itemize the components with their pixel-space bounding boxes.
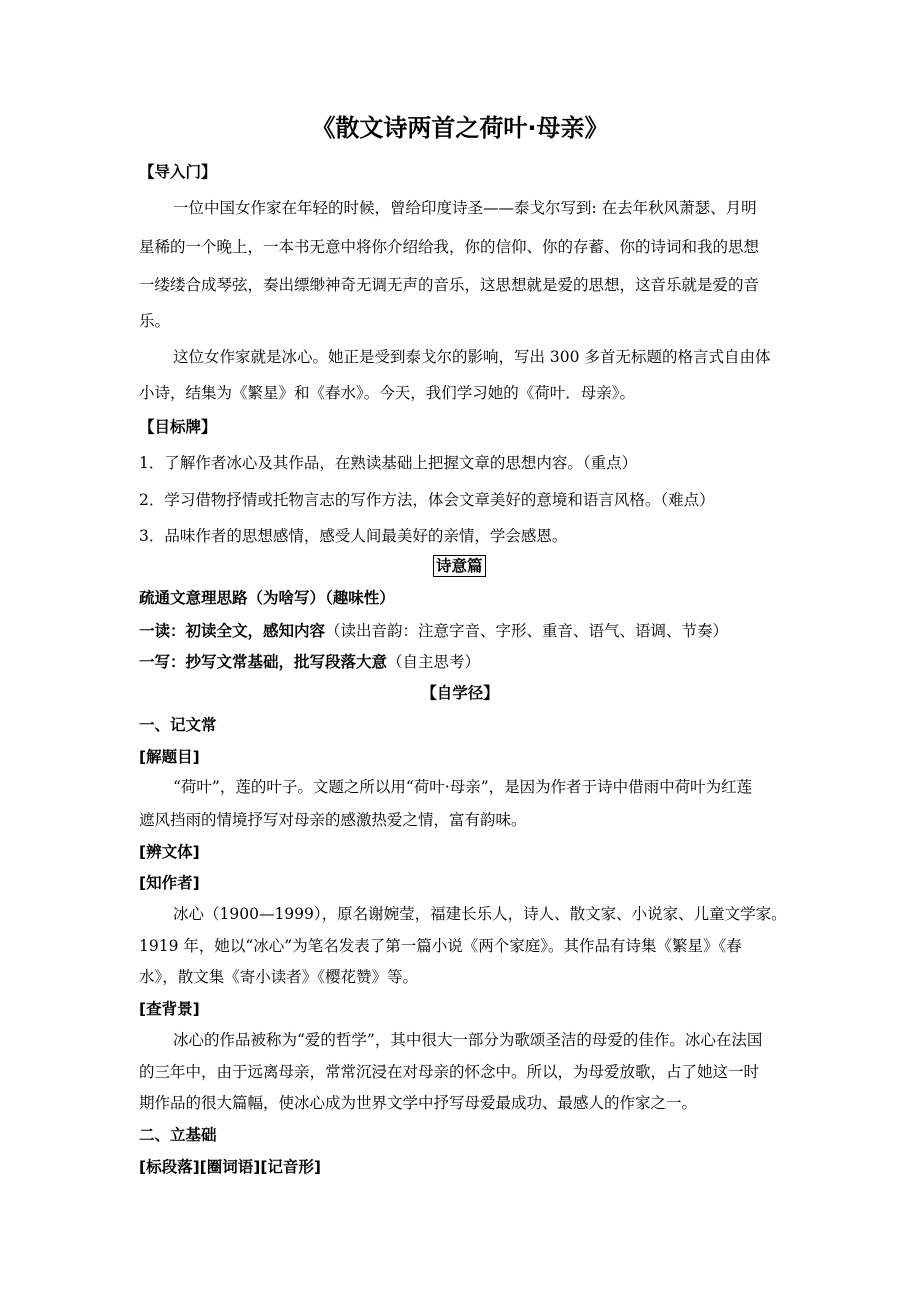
bianwenti-label: [辨文体] xyxy=(139,843,200,861)
first-write-bold: 一写：抄写文常基础，批写段落大意 xyxy=(139,653,388,671)
section2-heading: 二、立基础 xyxy=(139,1126,217,1144)
goals-heading: 【目标牌】 xyxy=(139,418,217,436)
jieti-label: [解题目] xyxy=(139,748,200,766)
author-line-2: 1919 年，她以“冰心”为笔名发表了第一篇小说《两个家庭》。其作品有诗集《繁星》《春 xyxy=(139,937,742,955)
jieti-line-1: “荷叶”，莲的叶子。文题之所以用“荷叶·母亲”，是因为作者于诗中借雨中荷叶为红莲 xyxy=(173,778,753,796)
bg-line-1: 冰心的作品被称为“爱的哲学”，其中很大一部分为歌颂圣洁的母爱的佳作。冰心在法国 xyxy=(173,1031,763,1049)
bg-line-2: 的三年中，由于远离母亲，常常沉浸在对母亲的怀念中。所以，为母爱放歌，占了她这一时 xyxy=(139,1063,760,1081)
intro-p1-line-4: 乐。 xyxy=(139,312,171,330)
intro-heading: 【导入门】 xyxy=(139,163,217,181)
chabeijing-label: [查背景] xyxy=(139,1000,200,1018)
goal-item-2: 2．学习借物抒情或托物言志的写作方法，体会文章美好的意境和语言风格。（难点） xyxy=(139,491,715,509)
thinking-line: 疏通文意理思路（为啥写）（趣味性） xyxy=(139,589,395,607)
intro-p1-line-1: 一位中国女作家在年轻的时候，曾给印度诗圣——泰戈尔写到: 在去年秋风萧瑟、月明 xyxy=(173,199,757,217)
first-write-normal: （自主思考） xyxy=(387,653,481,671)
jieti-line-2: 遮风挡雨的情境抒写对母亲的感激热爱之情，富有韵味。 xyxy=(139,811,527,829)
first-write-line xyxy=(139,652,480,672)
section1-heading: 一、记文常 xyxy=(139,716,217,734)
intro-p2-line-1: 这位女作家就是冰心。她正是受到泰戈尔的影响，写出 300 多首无标题的格言式自由体 xyxy=(173,348,771,366)
self-study-heading: 【自学径】 xyxy=(421,684,499,702)
zhizuozhe-label: [知作者] xyxy=(139,874,200,892)
intro-p2-line-2: 小诗，结集为《繁星》和《春水》。今天，我们学习她的《荷叶．母亲》。 xyxy=(139,384,636,402)
author-line-3: 水》，散文集《寄小读者》《樱花赞》等。 xyxy=(139,968,419,986)
poem-section-label: 诗意篇 xyxy=(433,555,486,577)
section2-tags: [标段落][圈词语][记音形] xyxy=(139,1158,322,1176)
goal-item-3: 3．品味作者的思想感情，感受人间最美好的亲情，学会感恩。 xyxy=(139,527,568,545)
first-read-normal: （读出音韵：注意字音、字形、重音、语气、语调、节奏） xyxy=(325,622,729,640)
goal-item-1: 1．了解作者冰心及其作品，在熟读基础上把握文章的思想内容。（重点） xyxy=(139,454,638,472)
bg-line-3: 期作品的很大篇幅，使冰心成为世界文学中抒写母爱最成功、最感人的作家之一。 xyxy=(139,1094,698,1112)
author-line-1: 冰心（1900—1999），原名谢婉莹，福建长乐人，诗人、散文家、小说家、儿童文学家。 xyxy=(173,905,787,923)
page-title: 《散文诗两首之荷叶·母亲》 xyxy=(311,114,609,142)
intro-p1-line-3: 一缕缕合成琴弦，奏出缥缈神奇无调无声的音乐，这思想就是爱的思想，这音乐就是爱的音 xyxy=(139,276,760,294)
first-read-line xyxy=(139,621,728,641)
intro-p1-line-2: 星稀的一个晚上，一本书无意中将你介绍给我，你的信仰、你的存蓄、你的诗词和我的思想 xyxy=(139,238,760,256)
first-read-bold: 一读：初读全文，感知内容 xyxy=(139,622,326,640)
